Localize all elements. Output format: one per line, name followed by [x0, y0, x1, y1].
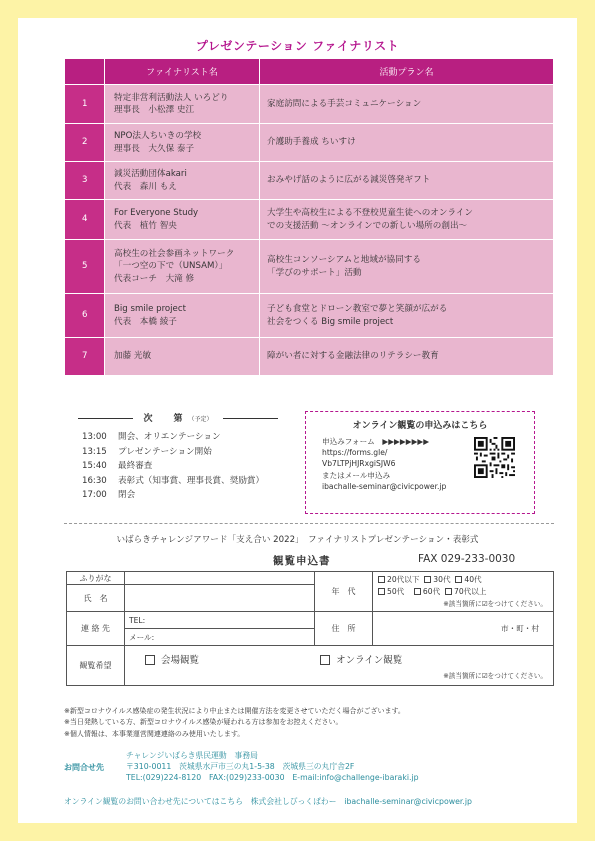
address-field[interactable]: 市・町・村	[373, 612, 554, 646]
header-finalist-name: ファイナリスト名	[105, 59, 260, 85]
row-number: 2	[65, 124, 105, 162]
finalist-table	[64, 58, 554, 376]
age-label: 年 代	[315, 572, 373, 612]
online-checkbox[interactable]	[320, 655, 330, 665]
age-checkbox[interactable]	[414, 588, 421, 595]
tel-field[interactable]: TEL:	[125, 612, 315, 629]
finalist-name: NPO法人ちいきの学校 理事長 大久保 泰子	[105, 124, 260, 162]
plan-name: おみやげ話のように広がる減災啓発ギフト	[260, 162, 554, 200]
table-row	[65, 124, 554, 162]
list-item: 16:30 表彰式（知事賞、理事長賞、奨励賞）	[82, 475, 265, 486]
age-checkbox[interactable]	[445, 588, 452, 595]
finalist-name: Big smile project 代表 本橋 綾子	[105, 294, 260, 338]
form-title: 観覧申込書	[273, 555, 331, 567]
finalists-title: プレゼンテーション ファイナリスト	[195, 39, 400, 53]
age-checkbox[interactable]	[424, 576, 431, 583]
schedule-heading	[78, 411, 278, 425]
row-number: 6	[65, 294, 105, 338]
row-number: 7	[65, 338, 105, 376]
finalist-name: 高校生の社会参画ネットワーク 「一つ空の下で（UNSAM）」 代表コーチ 大滝 修	[105, 240, 260, 294]
form-label: 申込みフォーム ▶▶▶▶▶▶▶▶	[322, 437, 430, 446]
table-row	[65, 338, 554, 376]
name-label: 氏 名	[67, 585, 125, 612]
finalist-name: 特定非営利活動法人 いろどり 理事長 小松澤 史江	[105, 85, 260, 124]
online-option: オンライン観覧	[336, 654, 403, 666]
plan-name: 大学生や高校生による不登校児童生徒へのオンライン での支援活動 ～オンラインでの新しい場所の創出～	[260, 200, 554, 240]
finalist-name: For Everyone Study 代表 植竹 智央	[105, 200, 260, 240]
contact-info: チャレンジいばらき県民運動 事務局 〒310-0011 茨城県水戸市三の丸1-5-38 茨城県三の丸庁舎2F TEL:(029)224-8120 FAX:(029)233-0030 E-mail:info@challenge-ibaraki.jp	[126, 751, 419, 783]
age-note: ※該当箇所に☑をつけてください。	[443, 599, 547, 608]
row-number: 1	[65, 85, 105, 124]
form-url-2[interactable]: Vb7LTPjHJRxgiSJW6	[322, 459, 396, 469]
row-number: 3	[65, 162, 105, 200]
schedule-title: 次 第	[143, 414, 189, 424]
table-row	[65, 294, 554, 338]
online-box-text	[322, 436, 446, 492]
qr-code-icon[interactable]	[474, 437, 515, 478]
mail-field[interactable]: メール:	[125, 629, 315, 646]
header-plan-name: 活動プラン名	[260, 59, 554, 85]
furigana-label: ふりがな	[67, 572, 125, 585]
age-checkbox[interactable]	[378, 576, 385, 583]
preference-options	[125, 646, 554, 686]
table-row	[65, 85, 554, 124]
online-signup-box	[305, 411, 535, 514]
plan-name: 高校生コンソーシアムと地域が協同する 「学びのサポート」活動	[260, 240, 554, 294]
form-url[interactable]: https://forms.gle/	[322, 448, 388, 458]
age-checkbox[interactable]	[378, 588, 385, 595]
furigana-field[interactable]	[125, 572, 315, 585]
plan-name: 子ども食堂とドローン教室で夢と笑顔が広がる 社会をつくる Big smile project	[260, 294, 554, 338]
venue-checkbox[interactable]	[145, 655, 155, 665]
mail-label: またはメール申込み	[322, 470, 391, 480]
row-number: 5	[65, 240, 105, 294]
email-link[interactable]: ibachalle-seminar@civicpower.jp	[322, 481, 447, 491]
footer-inquiry: オンライン観覧のお問い合わせ先についてはこちら 株式会社しびっくぱわー ibachalle-seminar@civicpower.jp	[64, 797, 472, 806]
notes: ※新型コロナウイルス感染症の発生状況により中止または開催方法を変更させていただく場合がございます。 ※当日発熱している方、新型コロナウイルス感染が疑われる方は参加をお控えください。 ※個人情報は、本事業運営関連連絡のみ使用いたします。	[64, 707, 405, 738]
schedule-list	[82, 430, 264, 503]
flyer-page	[18, 18, 577, 823]
divider	[223, 418, 278, 419]
application-form	[66, 571, 554, 686]
cut-line	[64, 523, 554, 524]
plan-name: 介護助手養成 ちいすけ	[260, 124, 554, 162]
plan-name: 家庭訪問による手芸コミュニケーション	[260, 85, 554, 124]
finalist-name: 減災活動団体akari 代表 森川 もえ	[105, 162, 260, 200]
form-event-line: いばらきチャレンジアワード「支え合い 2022」 ファイナリストプレゼンテーション・表彰式	[116, 535, 479, 545]
table-row	[65, 200, 554, 240]
list-item: 15:40 最終審査	[82, 461, 153, 471]
form-fax: FAX 029-233-0030	[418, 553, 516, 565]
schedule-note: （予定）	[188, 416, 213, 423]
preference-label: 観覧希望	[67, 646, 125, 686]
list-item: 17:00 閉会	[82, 490, 136, 500]
row-number: 4	[65, 200, 105, 240]
preference-note: ※該当箇所に☑をつけてください。	[443, 671, 547, 680]
list-item: 13:00 開会、オリエンテーション	[82, 432, 221, 442]
header-number	[65, 59, 105, 85]
age-options: 20代以下 30代 40代 50代 60代 70代以上 ※該当箇所に☑をつけてください。	[373, 572, 554, 612]
contact-heading: お問合せ先	[64, 763, 104, 772]
table-header-row	[65, 59, 554, 85]
venue-option: 会場観覧	[161, 654, 200, 666]
finalist-name: 加藤 光敏	[105, 338, 260, 376]
contact-label: 連 絡 先	[67, 612, 125, 646]
age-checkbox[interactable]	[455, 576, 462, 583]
list-item: 13:15 プレゼンテーション開始	[82, 446, 212, 457]
divider	[78, 418, 133, 419]
name-field[interactable]	[125, 585, 315, 612]
table-row	[65, 162, 554, 200]
plan-name: 障がい者に対する金融法律のリテラシー教育	[260, 338, 554, 376]
address-label: 住 所	[315, 612, 373, 646]
online-box-title: オンライン観覧の申込みはこちら	[352, 421, 488, 431]
table-row	[65, 240, 554, 294]
